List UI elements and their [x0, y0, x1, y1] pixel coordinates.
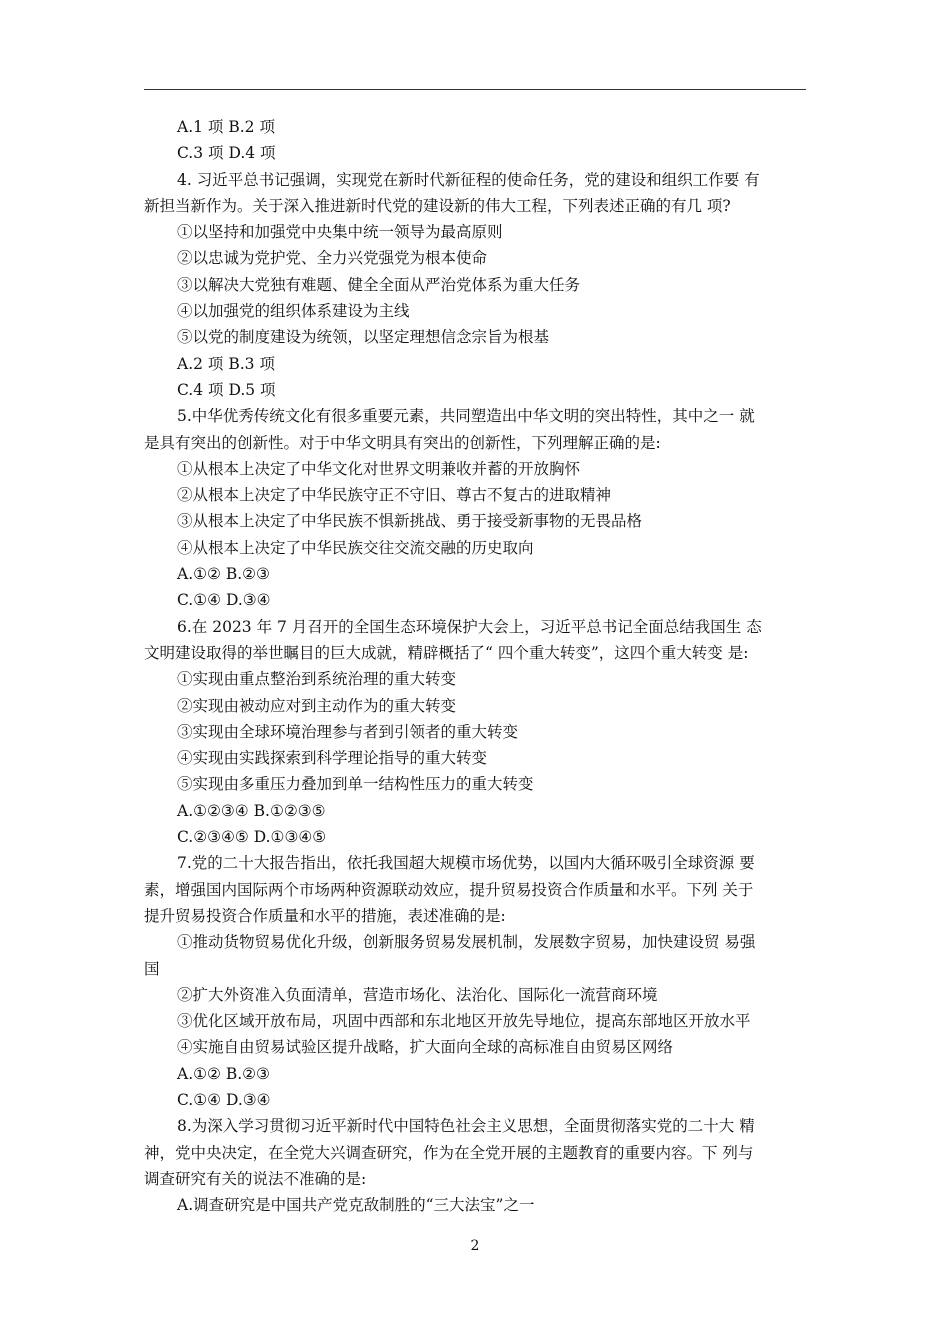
text-line: C.3 项 D.4 项: [177, 144, 276, 163]
text-line: ④实施自由贸易试验区提升战略，扩大面向全球的高标准自由贸易区网络: [177, 1038, 674, 1057]
text-line: 素，增强国内国际两个市场两种资源联动效应，提升贸易投资合作质量和水平。下列 关于: [144, 880, 754, 899]
text-line: ②实现由被动应对到主动作为的重大转变: [177, 696, 457, 715]
text-line: C.②③④⑤ D.①③④⑤: [177, 828, 327, 847]
text-line: ②从根本上决定了中华民族守正不守旧、尊古不复古的进取精神: [177, 486, 612, 505]
text-line: ①以坚持和加强党中央集中统一领导为最高原则: [177, 223, 503, 242]
text-line: ③以解决大党独有难题、健全全面从严治党体系为重大任务: [177, 275, 581, 294]
text-line: ④实现由实践探索到科学理论指导的重大转变: [177, 749, 488, 768]
text-line: 提升贸易投资合作质量和水平的措施，表述准确的是:: [144, 906, 506, 925]
text-line: 新担当新作为。关于深入推进新时代党的建设新的伟大工程，下列表述正确的有几 项?: [144, 196, 731, 215]
text-line: A.①② B.②③: [177, 565, 270, 584]
text-line: 8.为深入学习贯彻习近平新时代中国特色社会主义思想，全面贯彻落实党的二十大 精: [177, 1117, 755, 1136]
text-line: A.①② B.②③: [177, 1064, 270, 1083]
text-line: 4. 习近平总书记强调，实现党在新时代新征程的使命任务，党的建设和组织工作要 有: [177, 170, 760, 189]
text-line: 文明建设取得的举世瞩目的巨大成就，精辟概括了“ 四个重大转变”，这四个重大转变 是:: [144, 643, 749, 662]
text-line: A.调查研究是中国共产党克敌制胜的“三大法宝”之一: [177, 1196, 535, 1215]
text-line: ②扩大外资准入负面清单，营造市场化、法治化、国际化一流营商环境: [177, 985, 658, 1004]
page-number: 2: [470, 1238, 480, 1254]
text-line: 6.在 2023 年 7 月召开的全国生态环境保护大会上，习近平总书记全面总结我国生 态: [177, 617, 762, 636]
text-line: ③优化区域开放布局，巩固中西部和东北地区开放先导地位，提高东部地区开放水平: [177, 1012, 751, 1031]
text-line: ③实现由全球环境治理参与者到引领者的重大转变: [177, 722, 519, 741]
text-line: ②以忠诚为党护党、全力兴党强党为根本使命: [177, 249, 488, 268]
text-line: 5.中华优秀传统文化有很多重要元素，共同塑造出中华文明的突出特性，其中之一 就: [177, 407, 755, 426]
text-line: ①实现由重点整治到系统治理的重大转变: [177, 670, 457, 689]
header-rule: [144, 89, 806, 90]
text-line: 调查研究有关的说法不准确的是:: [144, 1169, 367, 1188]
text-line: A.①②③④ B.①②③⑤: [177, 801, 326, 820]
text-line: ①推动货物贸易优化升级，创新服务贸易发展机制，发展数字贸易，加快建设贸 易强: [177, 933, 756, 952]
text-line: ④从根本上决定了中华民族交往交流交融的历史取向: [177, 538, 534, 557]
text-line: C.①④ D.③④: [177, 1090, 271, 1109]
text-line: 是具有突出的创新性。对于中华文明具有突出的创新性，下列理解正确的是:: [144, 433, 661, 452]
text-line: ③从根本上决定了中华民族不惧新挑战、勇于接受新事物的无畏品格: [177, 512, 643, 531]
text-line: A.2 项 B.3 项: [177, 354, 275, 373]
text-line: ④以加强党的组织体系建设为主线: [177, 302, 410, 321]
text-line: C.①④ D.③④: [177, 591, 271, 610]
text-line: 国: [144, 959, 160, 978]
text-line: ⑤实现由多重压力叠加到单一结构性压力的重大转变: [177, 775, 534, 794]
document-body: [144, 114, 806, 1218]
text-line: 7.党的二十大报告指出，依托我国超大规模市场优势，以国内大循环吸引全球资源 要: [177, 854, 755, 873]
text-line: ①从根本上决定了中华文化对世界文明兼收并蓄的开放胸怀: [177, 459, 581, 478]
text-line: 神，党中央决定，在全党大兴调查研究，作为在全党开展的主题教育的重要内容。下 列与: [144, 1143, 754, 1162]
text-line: A.1 项 B.2 项: [177, 118, 275, 136]
text-line: ⑤以党的制度建设为统领，以坚定理想信念宗旨为根基: [177, 328, 550, 347]
text-line: C.4 项 D.5 项: [177, 380, 276, 399]
